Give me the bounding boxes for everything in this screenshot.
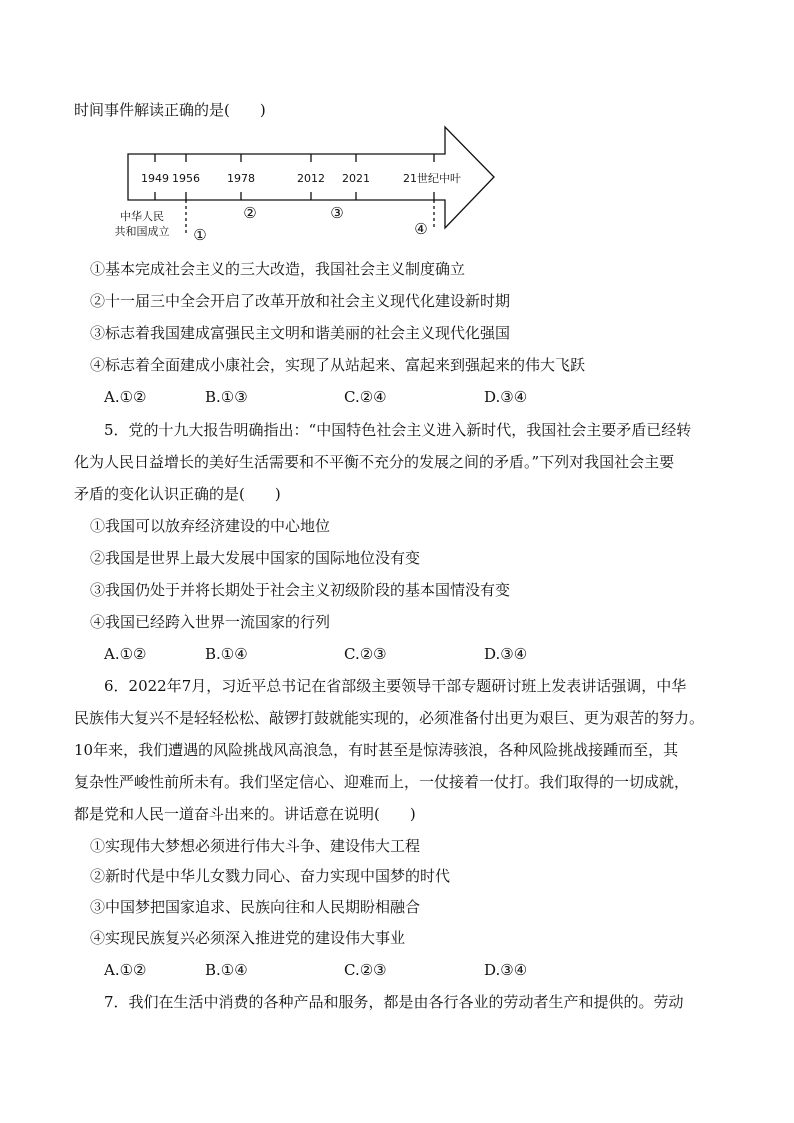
q6-stem-line-1: 6．2022年7月，习近平总书记在省部级主要领导干部专题研讨班上发表讲话强调，中华 [104, 677, 687, 695]
q5-option-4: ④我国已经跨入世界一流国家的行列 [90, 613, 331, 631]
q4-option-1: ①基本完成社会主义的三大改造，我国社会主义制度确立 [90, 260, 466, 278]
q6-stem-line-2: 民族伟大复兴不是轻轻松松、敲锣打鼓就能实现的，必须准备付出更为艰巨、更为艰苦的努力。 [74, 709, 705, 727]
q5-choice-c[interactable]: C.②③ [344, 645, 387, 663]
q6-option-1: ①实现伟大梦想必须进行伟大斗争、建设伟大工程 [90, 837, 421, 855]
q6-option-4: ④实现民族复兴必须深入推进党的建设伟大事业 [90, 929, 406, 947]
year-2021: 2021 [342, 172, 370, 185]
q6-choice-c[interactable]: C.②③ [344, 961, 387, 979]
marker-2: ② [243, 204, 257, 222]
q4-option-4: ④标志着全面建成小康社会，实现了从站起来、富起来到强起来的伟大飞跃 [90, 356, 586, 374]
q6-option-3: ③中国梦把国家追求、民族向往和人民期盼相融合 [90, 898, 421, 916]
prc-label-line2: 共和国成立 [114, 225, 170, 238]
q6-choice-a[interactable]: A.①② [104, 961, 147, 979]
q6-stem-line-5: 都是党和人民一道奋斗出来的。讲话意在说明( ) [74, 805, 416, 823]
q5-choice-a[interactable]: A.①② [104, 645, 147, 663]
year-21c: 21世纪中叶 [403, 172, 461, 185]
q5-option-3: ③我国仍处于并将长期处于社会主义初级阶段的基本国情没有变 [90, 581, 511, 599]
marker-1: ① [193, 226, 207, 244]
q5-stem-line-3: 矛盾的变化认识正确的是( ) [74, 485, 281, 503]
year-1949: 1949 [141, 172, 169, 185]
q4-option-2: ②十一届三中全会开启了改革开放和社会主义现代化建设新时期 [90, 292, 511, 310]
q4-option-3: ③标志着我国建成富强民主文明和谐美丽的社会主义现代化强国 [90, 324, 511, 342]
q5-stem-line-1: 5．党的十九大报告明确指出：“中国特色社会主义进入新时代，我国社会主要矛盾已经转 [104, 421, 692, 439]
q4-choice-d[interactable]: D.③④ [484, 388, 528, 406]
q4-choice-b[interactable]: B.①③ [205, 388, 248, 406]
marker-3: ③ [330, 204, 344, 222]
q4-choice-c[interactable]: C.②④ [344, 388, 387, 406]
q5-choice-b[interactable]: B.①④ [205, 645, 248, 663]
q5-stem-line-2: 化为人民日益增长的美好生活需要和不平衡不充分的发展之间的矛盾。”下列对我国社会主要 [74, 453, 675, 471]
year-1956: 1956 [172, 172, 200, 185]
year-2012: 2012 [297, 172, 325, 185]
q5-option-2: ②我国是世界上最大发展中国家的国际地位没有变 [90, 549, 421, 567]
marker-4: ④ [414, 220, 428, 238]
q7-stem-line-1: 7．我们在生活中消费的各种产品和服务，都是由各行各业的劳动者生产和提供的。劳动 [104, 993, 684, 1011]
q6-choice-d[interactable]: D.③④ [484, 961, 528, 979]
q4-choice-a[interactable]: A.①② [104, 388, 147, 406]
q6-choice-b[interactable]: B.①④ [205, 961, 248, 979]
q6-stem-line-4: 复杂性严峻性前所未有。我们坚定信心、迎难而上，一仗接着一仗打。我们取得的一切成就， [74, 773, 690, 791]
year-1978: 1978 [227, 172, 255, 185]
q5-choice-d[interactable]: D.③④ [484, 645, 528, 663]
q6-stem-line-3: 10年来，我们遭遇的风险挑战风高浪急，有时甚至是惊涛骇浪，各种风险挑战接踵而至，其 [74, 741, 679, 759]
q6-option-2: ②新时代是中华儿女戮力同心、奋力实现中国梦的时代 [90, 867, 451, 885]
q4-stem-tail: 时间事件解读正确的是( ) [74, 101, 266, 119]
q5-option-1: ①我国可以放弃经济建设的中心地位 [90, 517, 331, 535]
prc-label-line1: 中华人民 [120, 210, 164, 223]
